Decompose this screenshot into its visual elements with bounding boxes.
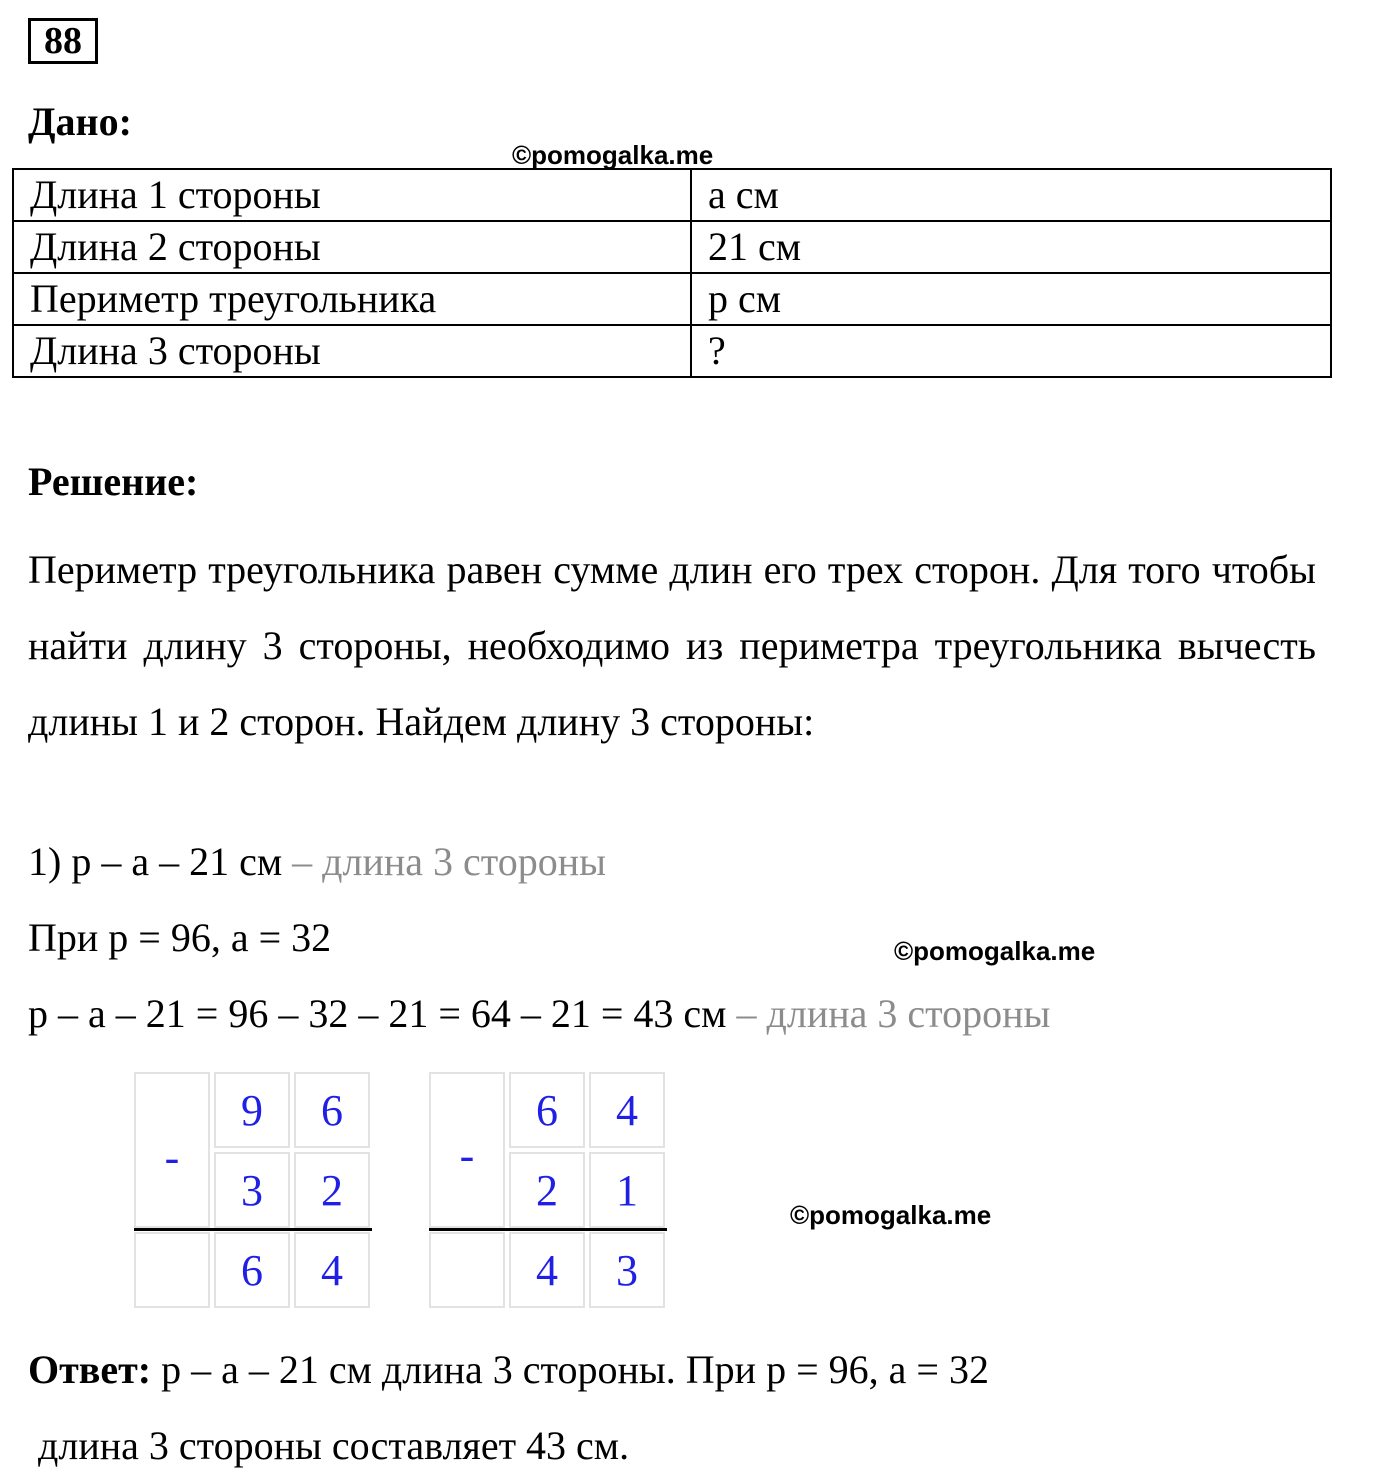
result-digit: 3 — [589, 1232, 665, 1308]
computation — [28, 990, 1050, 1038]
subtrahend-digit: 1 — [589, 1152, 665, 1228]
watermark: ©pomogalka.me — [894, 936, 1096, 966]
table-cell-label: Длина 1 стороны — [13, 169, 691, 221]
table-cell-label: Длина 3 стороны — [13, 325, 691, 377]
solution-heading: Решение: — [28, 459, 199, 504]
answer-text: р – а – 21 см длина 3 стороны. При р = 96, а = 32 — [151, 1347, 989, 1392]
step-one-note: – длина 3 стороны — [282, 839, 607, 884]
step-one-expression: 1) р – а – 21 см — [28, 839, 283, 884]
answer-line-2: длина 3 стороны составляет 43 см. — [28, 1423, 630, 1468]
table-row — [13, 169, 1331, 221]
table-row — [13, 221, 1331, 273]
table-cell-value: р см — [691, 273, 1331, 325]
table-cell-value: ? — [691, 325, 1331, 377]
answer-line-1 — [28, 1346, 989, 1394]
computation-expression: р – а – 21 = 96 – 32 – 21 = 64 – 21 = 43 см — [28, 991, 727, 1036]
given-heading: Дано: — [28, 99, 132, 144]
given-table — [12, 168, 1332, 378]
minuend-digit: 4 — [589, 1072, 665, 1148]
problem-number: 88 — [28, 18, 98, 64]
column-subtraction — [429, 1072, 667, 1310]
minuend-digit: 6 — [294, 1072, 370, 1148]
table-cell-value: а см — [691, 169, 1331, 221]
table-cell-label: Периметр треугольника — [13, 273, 691, 325]
result-line — [134, 1228, 372, 1231]
watermark: ©pomogalka.me — [790, 1200, 992, 1230]
column-subtraction — [134, 1072, 372, 1310]
table-row — [13, 273, 1331, 325]
minus-sign: - — [459, 1131, 475, 1180]
computation-note: – длина 3 стороны — [726, 991, 1051, 1036]
table-cell-value: 21 см — [691, 221, 1331, 273]
table-row — [13, 325, 1331, 377]
minus-sign: - — [164, 1133, 180, 1182]
step-one — [28, 838, 606, 886]
solution-paragraph: Периметр треугольника равен сумме длин его трех сторон. Для того чтобы найти длину 3 стороны, необходимо из периметра треугольника вычесть длины 1 и 2 сторон. Найдем длину 3 стороны: — [28, 547, 1316, 744]
minuend-digit: 6 — [509, 1072, 585, 1148]
answer-label: Ответ: — [28, 1347, 152, 1392]
subtrahend-digit: 2 — [509, 1152, 585, 1228]
subtrahend-digit: 3 — [214, 1152, 290, 1228]
result-digit: 4 — [509, 1232, 585, 1308]
grid-cell — [134, 1232, 210, 1308]
grid-cell — [429, 1232, 505, 1308]
condition: При р = 96, а = 32 — [28, 915, 332, 960]
subtrahend-digit: 2 — [294, 1152, 370, 1228]
table-cell-label: Длина 2 стороны — [13, 221, 691, 273]
result-digit: 6 — [214, 1232, 290, 1308]
result-digit: 4 — [294, 1232, 370, 1308]
result-line — [429, 1228, 667, 1231]
minuend-digit: 9 — [214, 1072, 290, 1148]
watermark: ©pomogalka.me — [512, 140, 714, 170]
